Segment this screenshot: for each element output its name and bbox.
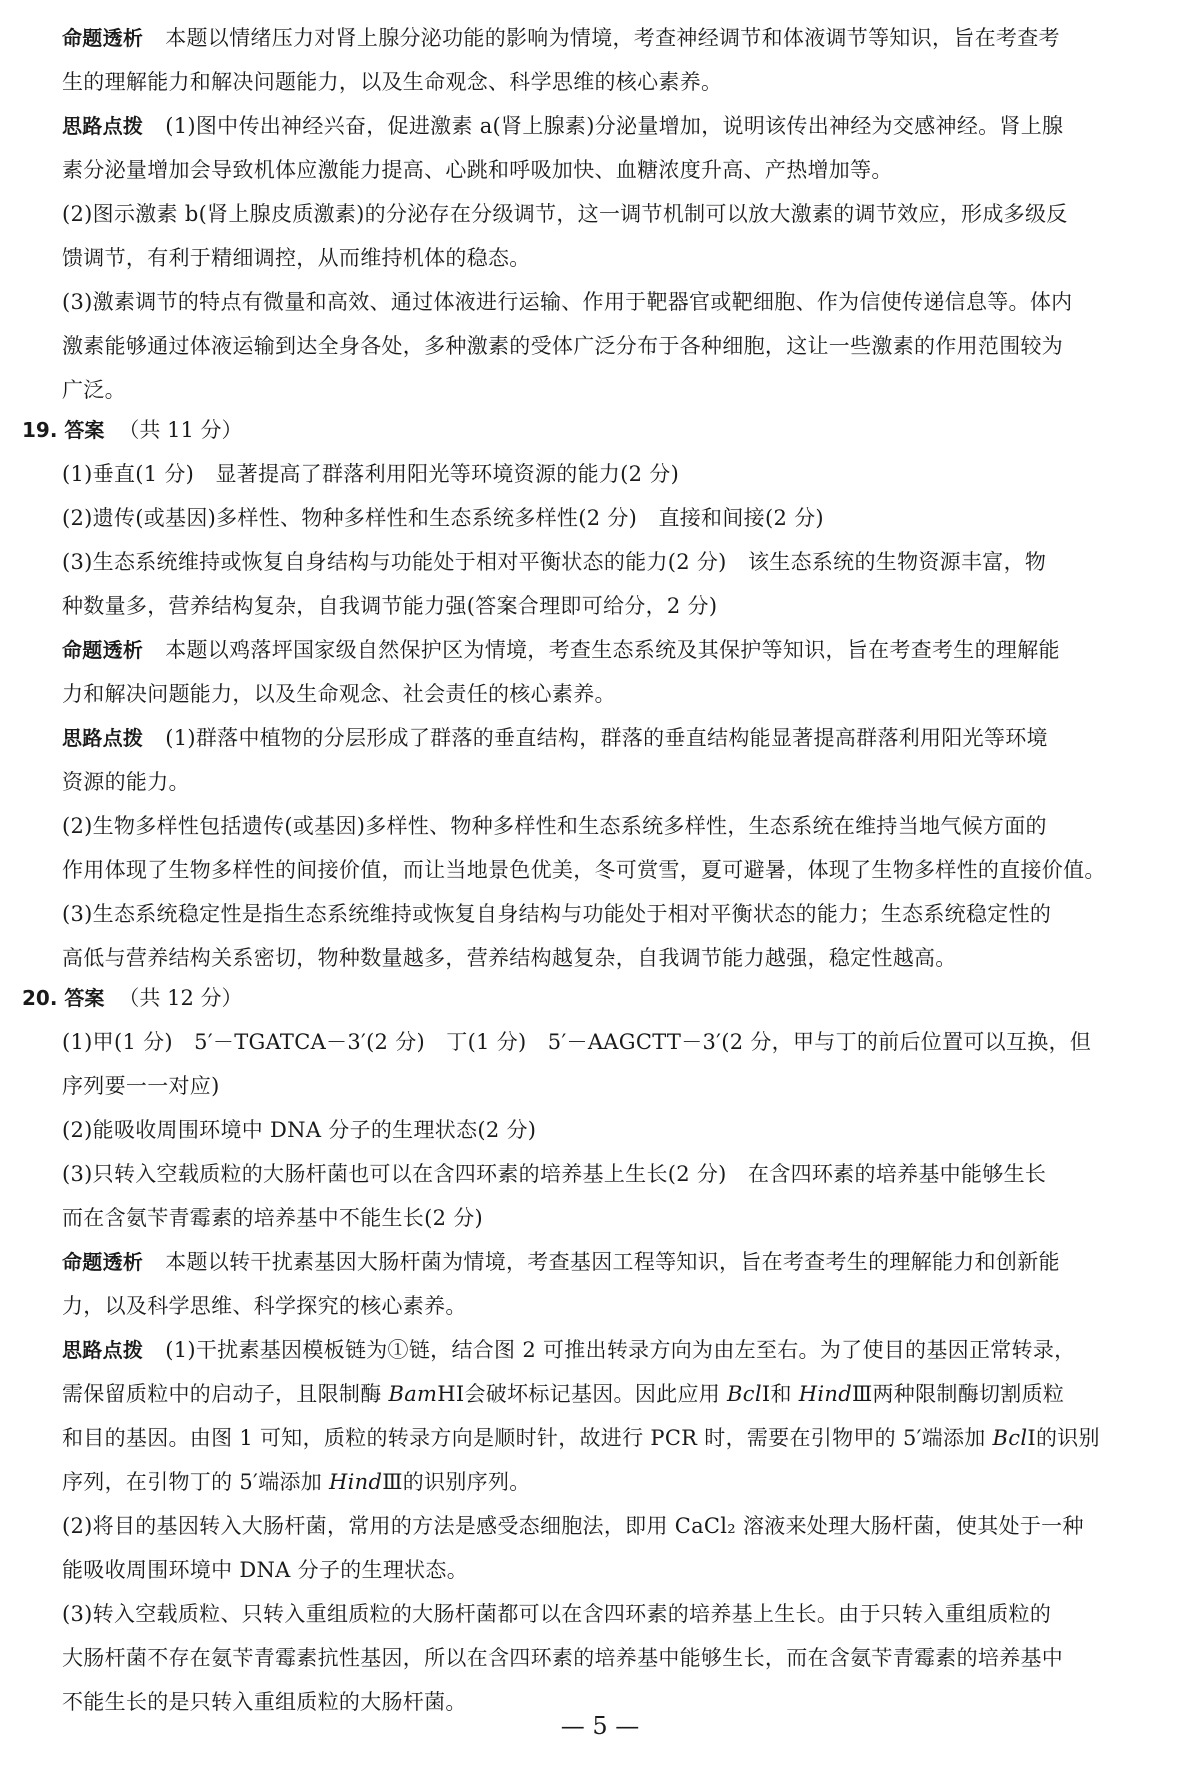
text-line: 生的理解能力和解决问题能力，以及生命观念、科学思维的核心素养。 — [62, 70, 723, 94]
text-line: 高低与营养结构关系密切，物种数量越多，营养结构越复杂，自我调节能力越强，稳定性越高。 — [62, 946, 957, 970]
text-line: 能吸收周围环境中 DNA 分子的生理状态。 — [62, 1558, 469, 1582]
text-line: 广泛。 — [62, 378, 126, 402]
q19-analysis — [62, 628, 1182, 716]
text-line: 序列，在引物丁的 5′端添加 HindⅢ的识别序列。 — [62, 1470, 531, 1494]
enzyme-name: Hind — [798, 1382, 852, 1406]
text-line: 命题透析 本题以情绪压力对肾上腺分泌功能的影响为情境，考查神经调节和体液调节等知识，旨在考查考 — [62, 26, 1060, 50]
text-line: 种数量多，营养结构复杂，自我调节能力强(答案合理即可给分，2 分) — [62, 594, 718, 618]
enzyme-name: Hind — [328, 1470, 383, 1494]
q20-answers — [62, 1020, 1182, 1240]
q18-hints — [62, 104, 1182, 412]
text-line: 大肠杆菌不存在氨苄青霉素抗性基因，所以在含四环素的培养基中能够生长，而在含氨苄青霉素的培养基中 — [62, 1646, 1064, 1670]
text-line: (2)图示激素 b(肾上腺皮质激素)的分泌存在分级调节，这一调节机制可以放大激素的调节效应，形成多级反 — [62, 202, 1068, 226]
label-silu: 思路点拨 — [62, 114, 144, 138]
q20-analysis — [62, 1240, 1182, 1328]
q20-heading: 20. 答案 （共 12 分） — [22, 986, 243, 1010]
text-line: 而在含氨苄青霉素的培养基中不能生长(2 分) — [62, 1206, 484, 1230]
q19-heading: 19. 答案 （共 11 分） — [22, 418, 243, 442]
text-line: 不能生长的是只转入重组质粒的大肠杆菌。 — [62, 1690, 467, 1714]
text-line: (2)生物多样性包括遗传(或基因)多样性、物种多样性和生态系统多样性，生态系统在维持当地气候方面的 — [62, 814, 1047, 838]
text-line: (3)生态系统维持或恢复自身结构与功能处于相对平衡状态的能力(2 分) 该生态系统的生物资源丰富，物 — [62, 550, 1047, 574]
enzyme-name: Bam — [388, 1382, 438, 1406]
text-line: 序列要一一对应) — [62, 1074, 220, 1098]
q20-hints — [62, 1328, 1182, 1724]
text-line: 命题透析 本题以鸡落坪国家级自然保护区为情境，考查生态系统及其保护等知识，旨在考查考生的理解能 — [62, 638, 1060, 662]
text-line: 需保留质粒中的启动子，且限制酶 BamHⅠ会破坏标记基因。因此应用 BclⅠ和 HindⅢ两种限制酶切割质粒 — [62, 1382, 1065, 1406]
text-line: 思路点拨 (1)图中传出神经兴奋，促进激素 a(肾上腺素)分泌量增加，说明该传出神经为交感神经。肾上腺 — [62, 114, 1064, 138]
text-line: (2)将目的基因转入大肠杆菌，常用的方法是感受态细胞法，即用 CaCl₂ 溶液来处理大肠杆菌，使其处于一种 — [62, 1514, 1084, 1538]
text-line: 作用体现了生物多样性的间接价值，而让当地景色优美，冬可赏雪，夏可避暑，体现了生物多样性的直接价值。 — [62, 858, 1106, 882]
text-line: (3)生态系统稳定性是指生态系统维持或恢复自身结构与功能处于相对平衡状态的能力；生态系统稳定性的 — [62, 902, 1052, 926]
text-line: (3)激素调节的特点有微量和高效、通过体液进行运输、作用于靶器官或靶细胞、作为信使传递信息等。体内 — [62, 290, 1073, 314]
text-line: (3)只转入空载质粒的大肠杆菌也可以在含四环素的培养基上生长(2 分) 在含四环素的培养基中能够生长 — [62, 1162, 1047, 1186]
enzyme-name: Bcl — [727, 1382, 762, 1406]
page-number: — 5 — — [560, 1712, 640, 1740]
q18-analysis — [62, 16, 1182, 104]
text-line: 激素能够通过体液运输到达全身各处，多种激素的受体广泛分布于各种细胞，这让一些激素的作用范围较为 — [62, 334, 1064, 358]
text-line: (1)甲(1 分) 5′－TGATCA－3′(2 分) 丁(1 分) 5′－AAGCTT－3′(2 分，甲与丁的前后位置可以互换，但 — [62, 1030, 1092, 1054]
label-mingti: 命题透析 — [62, 26, 144, 50]
q19-hints — [62, 716, 1182, 980]
q19-answers — [62, 452, 1182, 628]
text-line: (1)垂直(1 分) 显著提高了群落利用阳光等环境资源的能力(2 分) — [62, 462, 680, 486]
text-line: 思路点拨 (1)干扰素基因模板链为①链，结合图 2 可推出转录方向为由左至右。为了使目的基因正常转录， — [62, 1338, 1076, 1362]
text-line: (2)能吸收周围环境中 DNA 分子的生理状态(2 分) — [62, 1118, 537, 1142]
text-line: 思路点拨 (1)群落中植物的分层形成了群落的垂直结构，群落的垂直结构能显著提高群落利用阳光等环境 — [62, 726, 1048, 750]
text-line: 命题透析 本题以转干扰素基因大肠杆菌为情境，考查基因工程等知识，旨在考查考生的理解能力和创新能 — [62, 1250, 1060, 1274]
text-line: (3)转入空载质粒、只转入重组质粒的大肠杆菌都可以在含四环素的培养基上生长。由于只转入重组质粒的 — [62, 1602, 1052, 1626]
text-line: 力和解决问题能力，以及生命观念、社会责任的核心素养。 — [62, 682, 616, 706]
text-line: (2)遗传(或基因)多样性、物种多样性和生态系统多样性(2 分) 直接和间接(2 分) — [62, 506, 824, 530]
text-line: 力，以及科学思维、科学探究的核心素养。 — [62, 1294, 467, 1318]
enzyme-name: Bcl — [992, 1426, 1028, 1450]
text-line: 素分泌量增加会导致机体应激能力提高、心跳和呼吸加快、血糖浓度升高、产热增加等。 — [62, 158, 893, 182]
text-line: 和目的基因。由图 1 可知，质粒的转录方向是顺时针，故进行 PCR 时，需要在引物甲的 5′端添加 BclⅠ的识别 — [62, 1426, 1100, 1450]
text-line: 资源的能力。 — [62, 770, 190, 794]
text-line: 馈调节，有利于精细调控，从而维持机体的稳态。 — [62, 246, 531, 270]
